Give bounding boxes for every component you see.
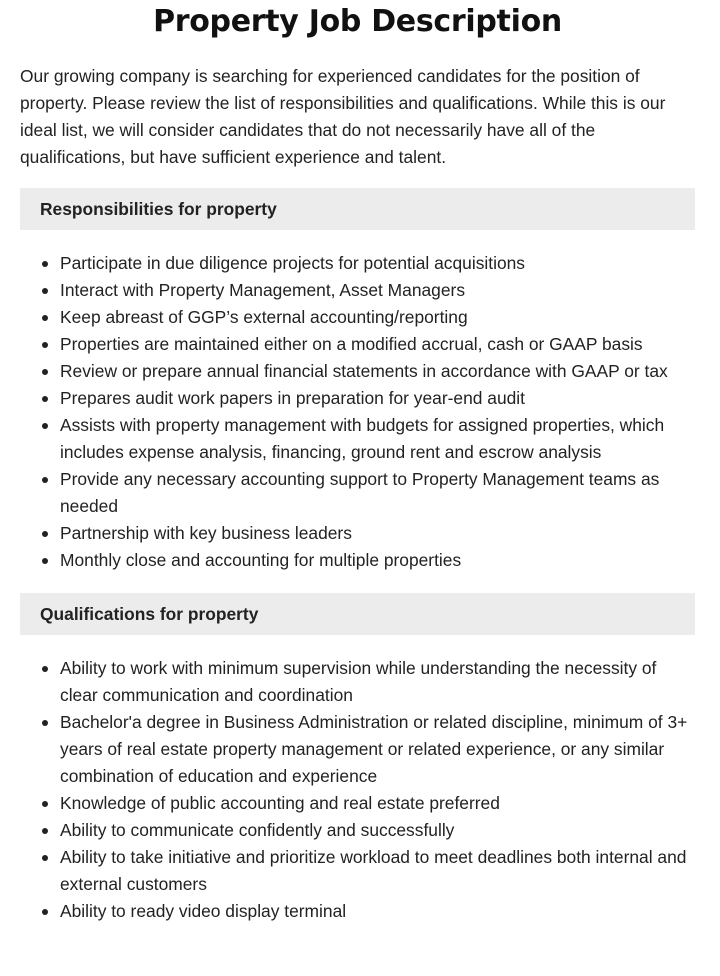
list-item	[20, 412, 695, 466]
list-item	[20, 844, 695, 898]
list-item-text: Ability to take initiative and prioritize workload to meet deadlines both internal and external customers	[60, 847, 687, 894]
list-item-text: Assists with property management with budgets for assigned properties, which includes expense analysis, financing, ground rent and escrow analysis	[60, 415, 665, 462]
list-item	[20, 331, 695, 358]
list-item	[20, 466, 695, 520]
list-item	[20, 898, 695, 925]
bullet-icon	[42, 801, 48, 807]
bullet-icon	[42, 531, 48, 537]
list-item-text: Knowledge of public accounting and real estate preferred	[60, 793, 500, 813]
bullet-icon	[42, 828, 48, 834]
page-title: Property Job Description	[153, 4, 562, 39]
bullet-icon	[42, 909, 48, 915]
bullet-icon	[42, 396, 48, 402]
bullet-icon	[42, 261, 48, 267]
bullet-icon	[42, 369, 48, 375]
list-item-text: Prepares audit work papers in preparation for year-end audit	[60, 388, 525, 408]
list-item	[20, 304, 695, 331]
bullet-icon	[42, 666, 48, 672]
list-item	[20, 655, 695, 709]
bullet-icon	[42, 288, 48, 294]
list-item-text: Participate in due diligence projects for potential acquisitions	[60, 253, 525, 273]
list-item-text: Interact with Property Management, Asset Managers	[60, 280, 466, 300]
list-item-text: Ability to work with minimum supervision while understanding the necessity of clear communication and coordination	[60, 658, 657, 705]
bullet-icon	[42, 342, 48, 348]
list-item	[20, 250, 695, 277]
bullet-icon	[42, 423, 48, 429]
list-item	[20, 547, 695, 574]
intro-paragraph: Our growing company is searching for experienced candidates for the position of property. Please review the list of responsibilities and qualifications. While this is our ideal list, we will consider candidates that do not necessarily have all of the qualifications, but have sufficient experience and talent.	[20, 66, 666, 167]
list-item	[20, 709, 695, 790]
list-item-text: Review or prepare annual financial statements in accordance with GAAP or tax	[60, 361, 668, 381]
list-item-text: Partnership with key business leaders	[60, 523, 352, 543]
bullet-icon	[42, 720, 48, 726]
list-item-text: Bachelor'a degree in Business Administration or related discipline, minimum of 3+ years of real estate property management or related experience, or any similar combination of education and experience	[60, 712, 688, 786]
list-item	[20, 277, 695, 304]
qualifications-list	[20, 635, 695, 925]
bullet-icon	[42, 477, 48, 483]
bullet-icon	[42, 855, 48, 861]
list-item	[20, 358, 695, 385]
responsibilities-heading: Responsibilities for property	[20, 188, 695, 230]
qualifications-heading: Qualifications for property	[20, 593, 695, 635]
bullet-icon	[42, 315, 48, 321]
list-item-text: Properties are maintained either on a modified accrual, cash or GAAP basis	[60, 334, 643, 354]
bullet-icon	[42, 558, 48, 564]
list-item-text: Ability to communicate confidently and successfully	[60, 820, 455, 840]
list-item	[20, 385, 695, 412]
responsibilities-list	[20, 230, 695, 574]
list-item-text: Monthly close and accounting for multiple properties	[60, 550, 462, 570]
list-item	[20, 790, 695, 817]
list-item	[20, 817, 695, 844]
list-item-text: Keep abreast of GGP’s external accounting/reporting	[60, 307, 468, 327]
list-item-text: Ability to ready video display terminal	[60, 901, 347, 921]
list-item	[20, 520, 695, 547]
list-item-text: Provide any necessary accounting support to Property Management teams as needed	[60, 469, 660, 516]
